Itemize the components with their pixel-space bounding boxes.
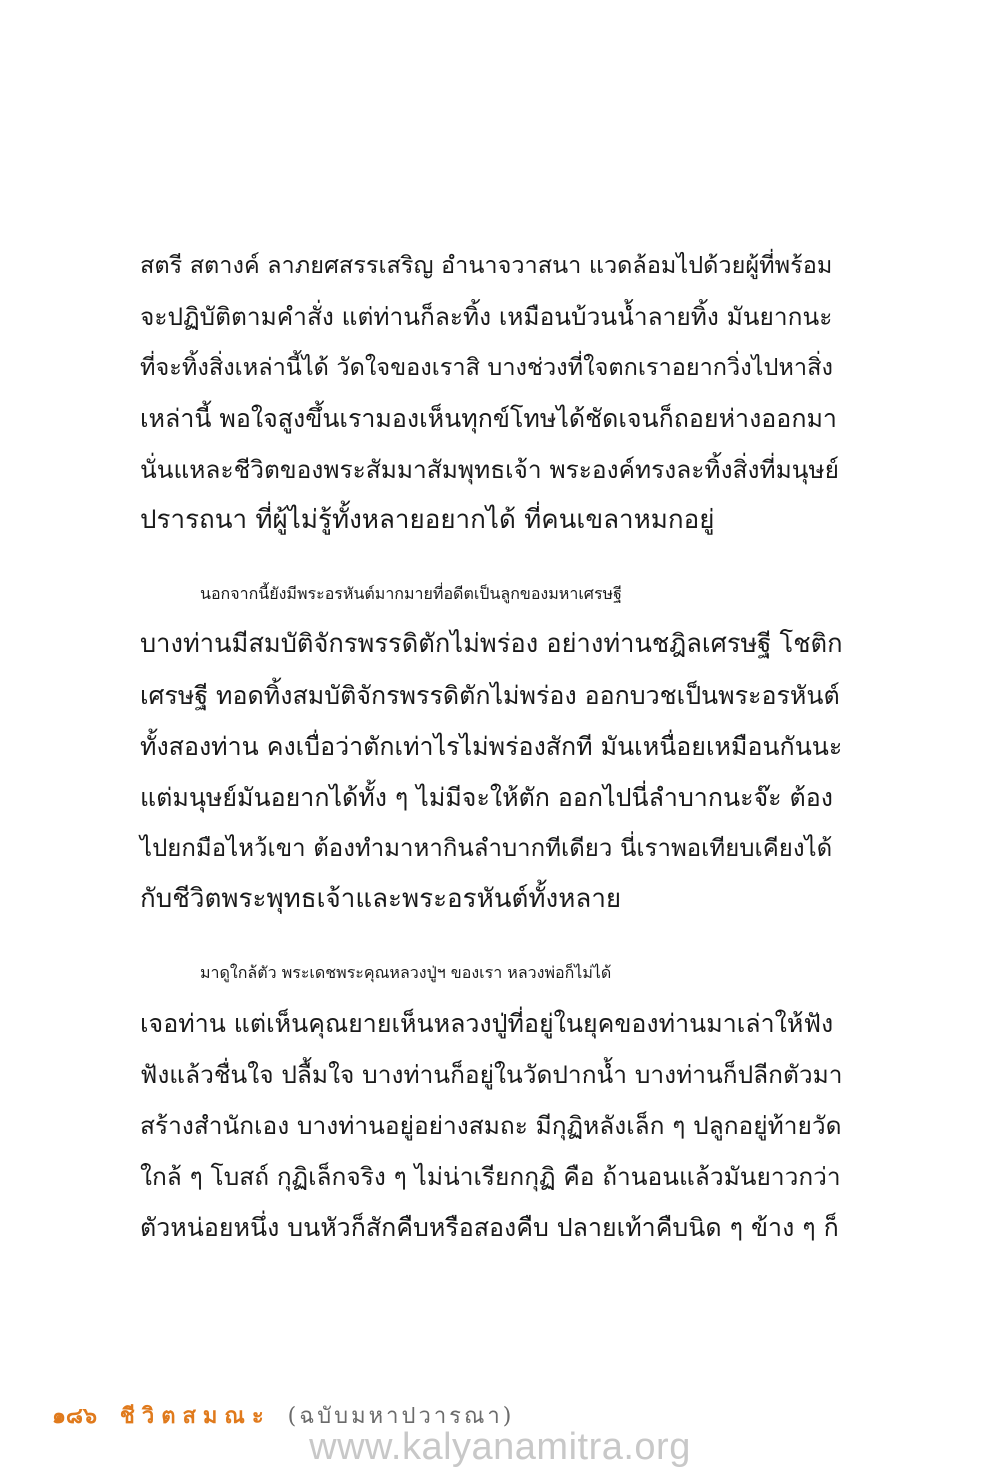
text-line: บางท่านมีสมบัติจักรพรรดิตักไม่พร่อง อย่างท่านชฎิลเศรษฐี โชติก <box>140 629 843 659</box>
text-line: จะปฏิบัติตามคำสั่ง แต่ท่านก็ละทิ้ง เหมือนบ้วนน้ำลายทิ้ง มันยากนะ <box>140 302 833 331</box>
paragraph-1 <box>140 240 845 546</box>
page-number: ๑๘๖ <box>52 1404 97 1429</box>
text-line: ปรารถนา ที่ผู้ไม่รู้ทั้งหลายอยากได้ ที่คนเขลาหมกอยู่ <box>140 505 715 535</box>
text-line: ทั้งสองท่าน คงเบื่อว่าตักเท่าไรไม่พร่องสักที มันเหนื่อยเหมือนกันนะ <box>140 732 843 761</box>
book-title: ชีวิตสมณะ <box>119 1404 271 1429</box>
book-subtitle: (ฉบับมหาปวารณา) <box>287 1404 515 1429</box>
text-line: ตัวหน่อยหนึ่ง บนหัวก็สักคืบหรือสองคืบ ปลายเท้าคืบนิด ๆ ข้าง ๆ ก็ <box>140 1213 839 1242</box>
text-line: นั่นแหละชีวิตของพระสัมมาสัมพุทธเจ้า พระองค์ทรงละทิ้งสิ่งที่มนุษย์ <box>140 455 840 484</box>
text-line: สร้างสำนักเอง บางท่านอยู่อย่างสมถะ มีกุฏิหลังเล็ก ๆ ปลูกอยู่ท้ายวัด <box>140 1111 842 1140</box>
text-line: นอกจากนี้ยังมีพระอรหันต์มากมายที่อดีตเป็นลูกของมหาเศรษฐี <box>200 584 622 603</box>
page-body <box>140 240 845 1275</box>
text-line: ที่จะทิ้งสิ่งเหล่านี้ได้ วัดใจของเราสิ บางช่วงที่ใจตกเราอยากวิ่งไปหาสิ่ง <box>140 353 833 381</box>
paragraph-2 <box>140 568 845 925</box>
text-line: เหล่านี้ พอใจสูงขึ้นเรามองเห็นทุกข์โทษได้ชัดเจนก็ถอยห่างออกมา <box>140 404 837 433</box>
website-watermark: www.kalyanamitra.org <box>309 1426 691 1468</box>
text-line: ฟังแล้วชื่นใจ ปลื้มใจ บางท่านก็อยู่ในวัดปากน้ำ บางท่านก็ปลีกตัวมา <box>140 1060 843 1089</box>
text-line: แต่มนุษย์มันอยากได้ทั้ง ๆ ไม่มีจะให้ตัก ออกไปนี่ลำบากนะจ๊ะ ต้อง <box>140 783 833 812</box>
text-line: ใกล้ ๆ โบสถ์ กุฏิเล็กจริง ๆ ไม่น่าเรียกกุฏิ คือ ถ้านอนแล้วมันยาวกว่า <box>140 1162 841 1191</box>
text-line: ไปยกมือไหว้เขา ต้องทำมาหากินลำบากทีเดียว นี่เราพอเทียบเคียงได้ <box>140 834 833 862</box>
text-line: เจอท่าน แต่เห็นคุณยายเห็นหลวงปู่ที่อยู่ในยุคของท่านมาเล่าให้ฟัง <box>140 1009 834 1038</box>
paragraph-3 <box>140 947 845 1253</box>
text-line: สตรี สตางค์ ลาภยศสรรเสริญ อำนาจวาสนา แวดล้อมไปด้วยผู้ที่พร้อม <box>140 251 833 279</box>
text-line: มาดูใกล้ตัว พระเดชพระคุณหลวงปู่ฯ ของเรา หลวงพ่อก็ไม่ได้ <box>200 963 612 982</box>
text-line: เศรษฐี ทอดทิ้งสมบัติจักรพรรดิตักไม่พร่อง ออกบวชเป็นพระอรหันต์ <box>140 681 840 710</box>
text-line: กับชีวิตพระพุทธเจ้าและพระอรหันต์ทั้งหลาย <box>140 884 622 914</box>
